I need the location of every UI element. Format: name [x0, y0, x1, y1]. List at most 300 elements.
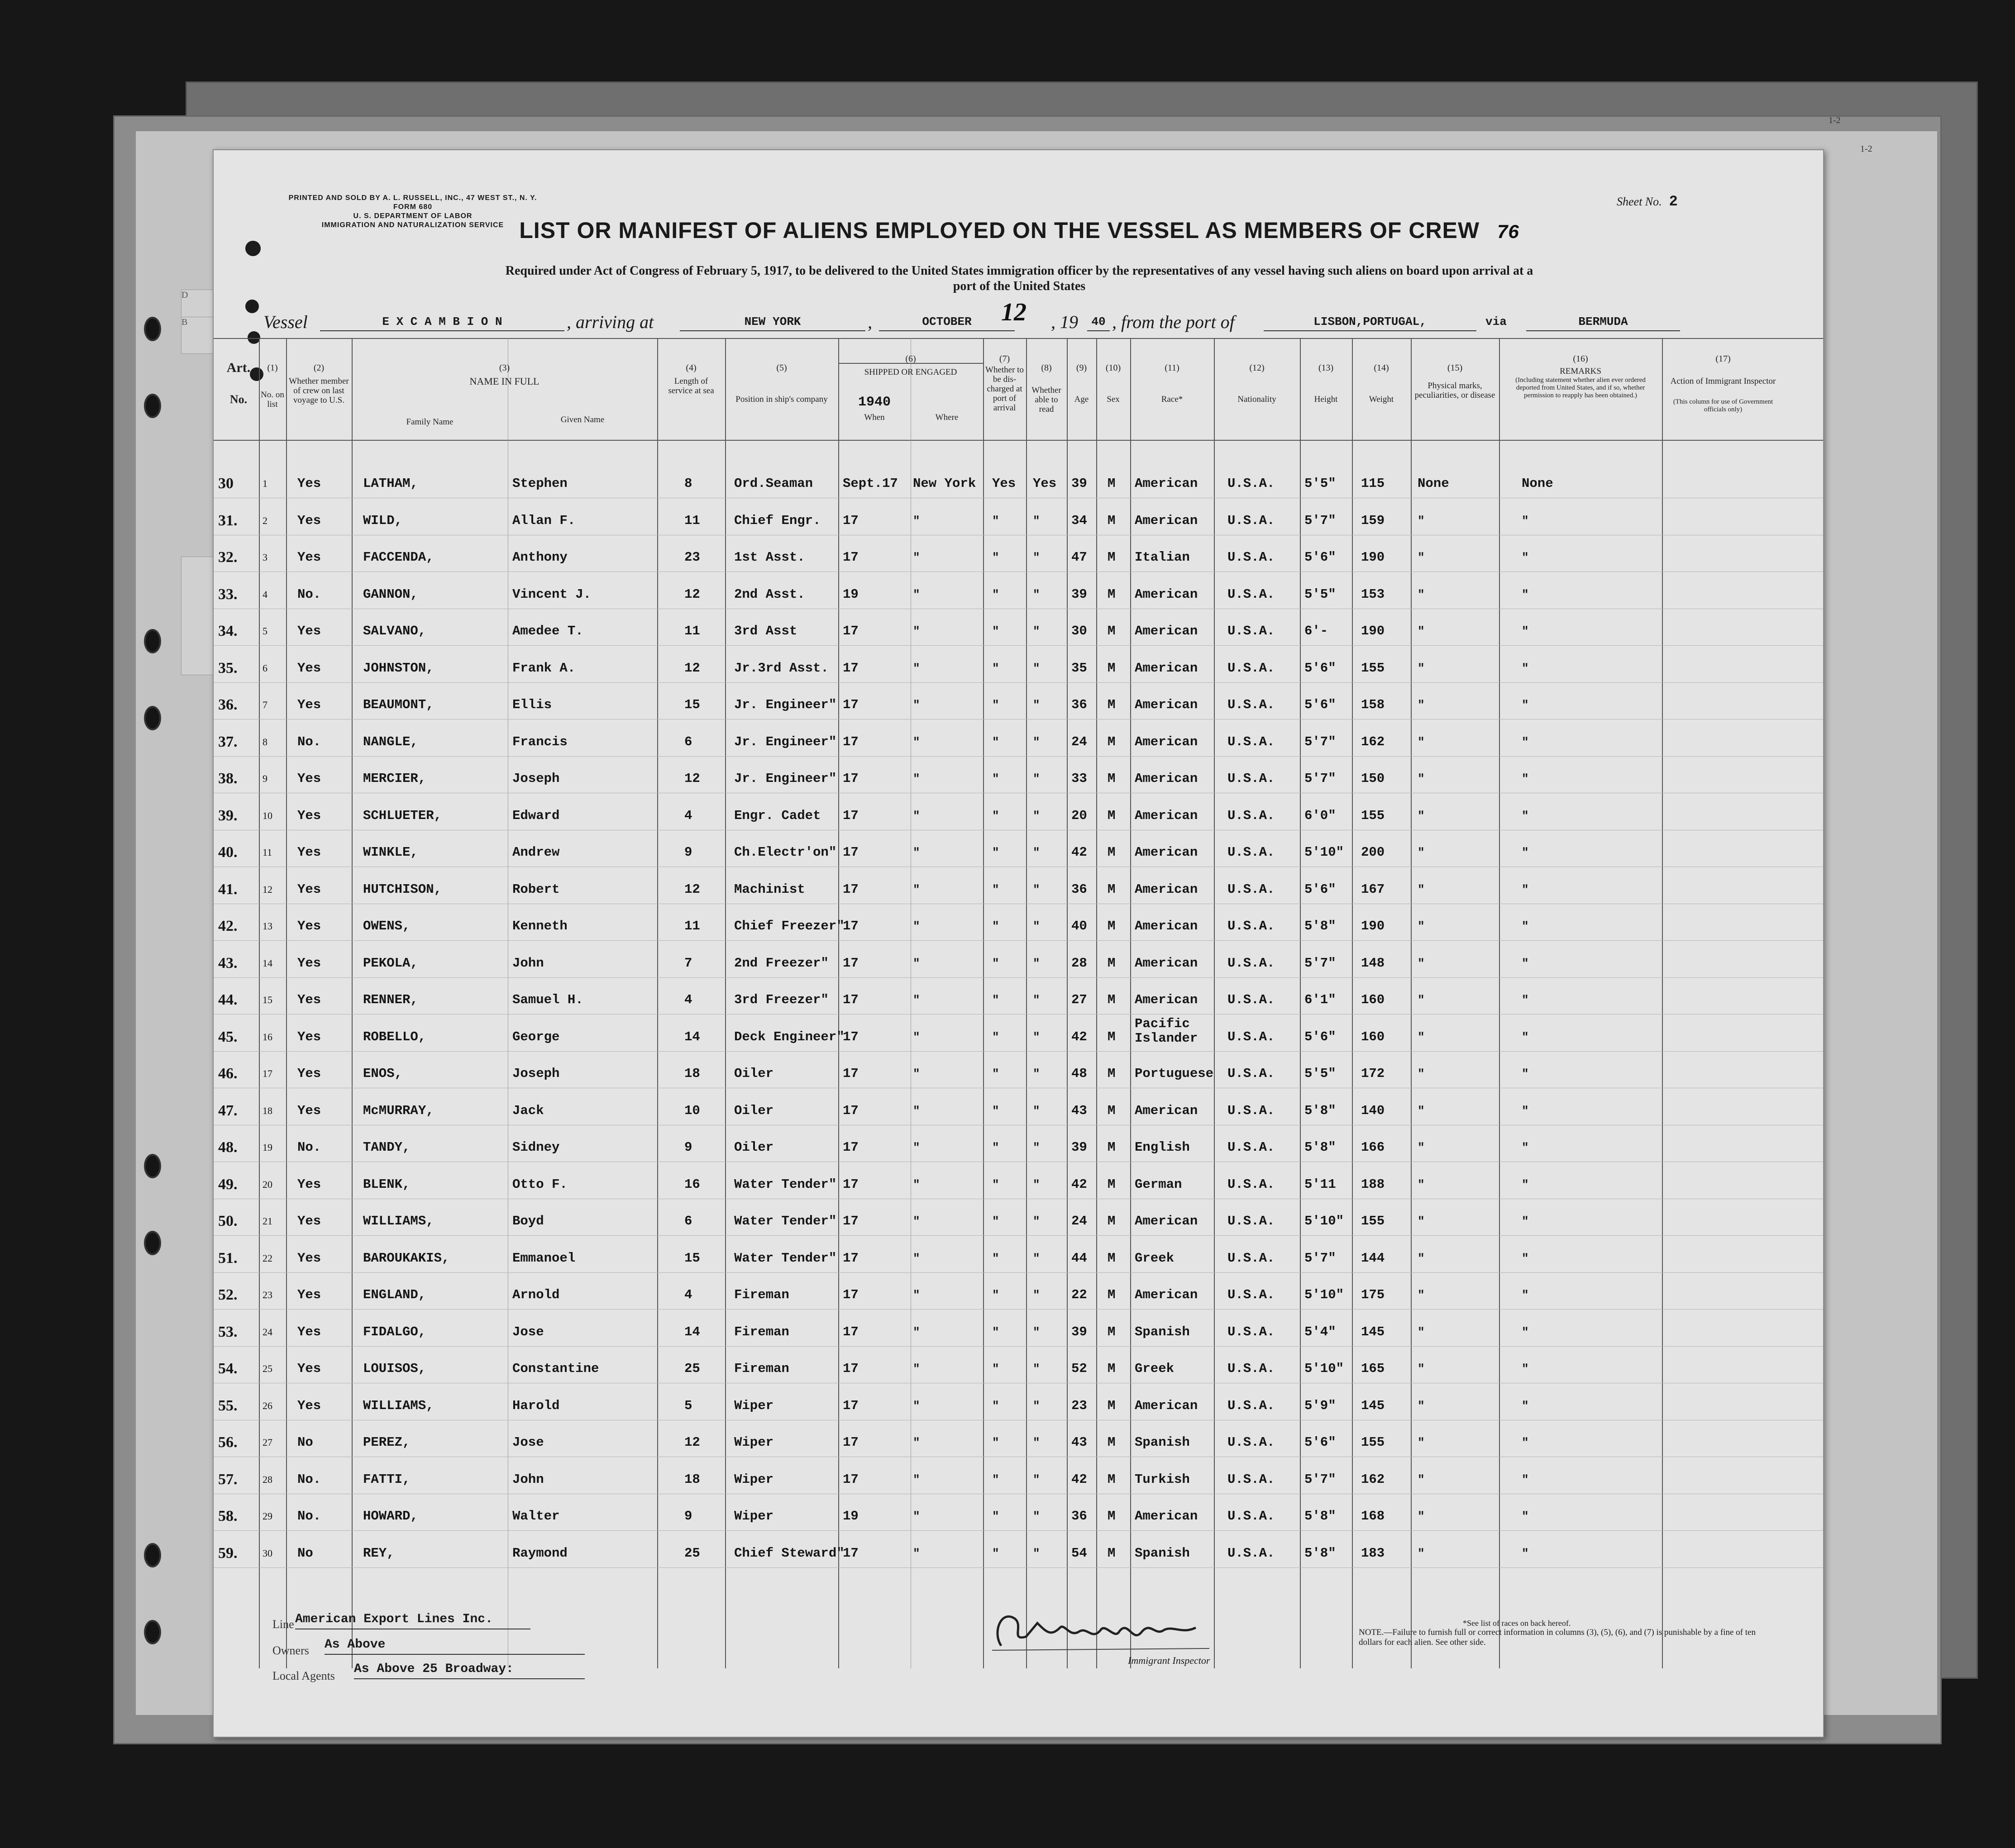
cell-nationality: U.S.A.	[1227, 1066, 1275, 1081]
cell-age: 28	[1071, 956, 1087, 971]
cell-remarks: "	[1522, 1141, 1529, 1154]
cell-remarks: "	[1522, 1510, 1529, 1523]
cell-shipped-when: 17	[843, 771, 859, 786]
col-header-last-voyage: Whether member of crew on last voyage to U.S.	[289, 376, 349, 405]
cell-age: 36	[1071, 1509, 1087, 1524]
cell-age: 30	[1071, 624, 1087, 638]
punch-hole	[144, 394, 161, 418]
cell-sex: M	[1108, 476, 1116, 491]
cell-family-name: GANNON,	[363, 587, 418, 602]
col-header-family-name: Family Name	[406, 417, 454, 427]
cell-given-name: Jose	[512, 1435, 544, 1450]
cell-race: American	[1135, 513, 1198, 528]
col-header-read: Whether able to read	[1031, 386, 1061, 414]
cell-nationality: U.S.A.	[1227, 734, 1275, 749]
cell-given-name: Vincent J.	[512, 587, 592, 602]
cell-height: 5'10"	[1304, 1361, 1344, 1376]
cell-length-service: 16	[684, 1177, 700, 1192]
cell-physical-marks: "	[1418, 1325, 1425, 1339]
cell-position: Machinist	[734, 882, 805, 897]
cell-list-number: 3	[263, 552, 267, 563]
cell-sex: M	[1108, 1177, 1116, 1192]
cell-given-name: Raymond	[512, 1546, 568, 1561]
cell-art-number: 57.	[218, 1471, 238, 1488]
cell-able-to-read: "	[1033, 772, 1040, 786]
cell-race: Turkish	[1135, 1472, 1190, 1487]
cell-race: American	[1135, 992, 1198, 1007]
cell-shipped-when: 17	[843, 808, 859, 823]
col-num-3: (3)	[499, 363, 510, 373]
cell-physical-marks: "	[1418, 883, 1425, 896]
col-header-position: Position in ship's company	[735, 395, 828, 404]
cell-family-name: RENNER,	[363, 992, 418, 1007]
cell-last-voyage: Yes	[297, 1066, 321, 1081]
row-rule	[214, 1051, 1824, 1052]
cell-family-name: ENGLAND,	[363, 1287, 426, 1302]
col-header-when: When	[864, 413, 885, 422]
cell-weight: 155	[1361, 1214, 1385, 1229]
col-num-13: (13)	[1318, 363, 1334, 373]
cell-physical-marks: "	[1418, 1067, 1425, 1081]
cell-given-name: Anthony	[512, 550, 568, 565]
cell-list-number: 29	[263, 1510, 272, 1522]
vessel-name: E X C A M B I O N	[320, 313, 564, 331]
cell-shipped-where: "	[913, 662, 920, 675]
cell-remarks: "	[1522, 1252, 1529, 1265]
col-header-name: NAME IN FULL	[469, 376, 540, 387]
cell-able-to-read: "	[1033, 993, 1040, 1007]
cell-art-number: 42.	[218, 918, 238, 934]
cell-height: 5'9"	[1304, 1398, 1336, 1413]
cell-art-number: 39.	[218, 807, 238, 824]
cell-last-voyage: Yes	[297, 697, 321, 712]
cell-race: Italian	[1135, 550, 1190, 565]
cell-weight: 115	[1361, 476, 1385, 491]
cell-age: 44	[1071, 1251, 1087, 1266]
cell-sex: M	[1108, 587, 1116, 602]
cell-shipped-where: "	[913, 1030, 920, 1044]
cell-physical-marks: "	[1418, 698, 1425, 712]
cell-remarks: "	[1522, 1067, 1529, 1081]
cell-race: American	[1135, 956, 1198, 971]
cell-shipped-where: "	[913, 1178, 920, 1191]
col-divider	[983, 338, 984, 1668]
cell-art-number: 33.	[218, 586, 238, 603]
col-divider	[1214, 338, 1215, 1668]
col-header-discharged: Whether to be dis-charged at port of arrival	[985, 365, 1024, 413]
arrival-day: 12	[1001, 298, 1027, 326]
cell-art-number: 38.	[218, 770, 238, 787]
cell-weight: 159	[1361, 513, 1385, 528]
cell-last-voyage: Yes	[297, 771, 321, 786]
cell-nationality: U.S.A.	[1227, 1472, 1275, 1487]
col-num-11: (11)	[1165, 363, 1179, 373]
cell-discharged: "	[992, 735, 999, 749]
from-label: , from the port of	[1112, 312, 1235, 332]
col-divider	[838, 338, 839, 1668]
cell-last-voyage: Yes	[297, 1103, 321, 1118]
cell-sex: M	[1108, 1324, 1116, 1339]
owners-label: Owners	[272, 1644, 309, 1657]
cell-list-number: 16	[263, 1031, 272, 1043]
cell-position: 1st Asst.	[734, 550, 805, 565]
cell-age: 42	[1071, 845, 1087, 860]
printer-line: PRINTED AND SOLD BY A. L. RUSSELL, INC., 47 WEST ST., N. Y.	[288, 194, 537, 202]
page-subtitle	[304, 263, 1734, 294]
cell-art-number: 31.	[218, 512, 238, 529]
cell-list-number: 27	[263, 1437, 272, 1448]
cell-length-service: 6	[684, 1214, 692, 1229]
row-rule	[214, 1272, 1824, 1273]
cell-able-to-read: "	[1033, 1325, 1040, 1339]
cell-length-service: 11	[684, 919, 700, 934]
cell-given-name: Otto F.	[512, 1177, 568, 1192]
cell-race: American	[1135, 1214, 1198, 1229]
cell-length-service: 5	[684, 1398, 692, 1413]
cell-able-to-read: "	[1033, 514, 1040, 528]
cell-nationality: U.S.A.	[1227, 513, 1275, 528]
cell-height: 5'10"	[1304, 1287, 1344, 1302]
col-header-shipped: SHIPPED OR ENGAGED	[864, 367, 957, 377]
cell-list-number: 26	[263, 1400, 272, 1411]
cell-position: Jr. Engineer"	[734, 734, 837, 749]
cell-sex: M	[1108, 1361, 1116, 1376]
cell-age: 54	[1071, 1546, 1087, 1561]
cell-shipped-when: 17	[843, 1435, 859, 1450]
cell-shipped-where: "	[913, 846, 920, 859]
cell-family-name: WILD,	[363, 513, 403, 528]
cell-able-to-read: "	[1033, 698, 1040, 712]
cell-height: 5'7"	[1304, 1251, 1336, 1266]
cell-weight: 144	[1361, 1251, 1385, 1266]
col-num-15: (15)	[1447, 363, 1463, 373]
cell-age: 42	[1071, 1029, 1087, 1044]
cell-given-name: Jack	[512, 1103, 544, 1118]
cell-age: 39	[1071, 1140, 1087, 1155]
cell-physical-marks: "	[1418, 1510, 1425, 1523]
inspector-signature	[983, 1605, 1218, 1655]
cell-family-name: WINKLE,	[363, 845, 418, 860]
cell-remarks: "	[1522, 1436, 1529, 1449]
cell-weight: 140	[1361, 1103, 1385, 1118]
cell-shipped-when: 17	[843, 1361, 859, 1376]
cell-list-number: 22	[263, 1253, 272, 1264]
cell-physical-marks: "	[1418, 588, 1425, 601]
cell-height: 5'7"	[1304, 1472, 1336, 1487]
cell-family-name: FIDALGO,	[363, 1324, 426, 1339]
col-header-remarks-note: (Including statement whether alien ever ordered deported from United States, and if so, whether permission to reapply has been obtained.)	[1515, 376, 1646, 399]
cell-weight: 190	[1361, 624, 1385, 638]
cell-list-number: 12	[263, 884, 272, 895]
cell-race: Greek	[1135, 1251, 1175, 1266]
col-header-where: Where	[935, 413, 959, 422]
cell-given-name: Sidney	[512, 1140, 560, 1155]
cell-able-to-read: "	[1033, 1436, 1040, 1449]
cell-discharged: "	[992, 698, 999, 712]
col-header-art: Art.	[226, 360, 251, 375]
cell-length-service: 15	[684, 1251, 700, 1266]
cell-shipped-where: "	[913, 1325, 920, 1339]
arrival-port: NEW YORK	[680, 313, 865, 331]
cell-shipped-where: "	[913, 1362, 920, 1376]
cell-family-name: MERCIER,	[363, 771, 426, 786]
cell-nationality: U.S.A.	[1227, 808, 1275, 823]
races-note: *See list of races on back hereof.	[1463, 1619, 1571, 1628]
cell-position: Wiper	[734, 1509, 774, 1524]
cell-last-voyage: Yes	[297, 919, 321, 934]
cell-race: Spanish	[1135, 1324, 1190, 1339]
via-label: via	[1485, 315, 1507, 329]
cell-height: 5'8"	[1304, 1103, 1336, 1118]
cell-discharged: "	[992, 1215, 999, 1228]
agents-value: As Above 25 Broadway:	[354, 1662, 585, 1679]
cell-physical-marks: "	[1418, 1436, 1425, 1449]
cell-weight: 183	[1361, 1546, 1385, 1561]
cell-given-name: Walter	[512, 1509, 560, 1524]
cell-physical-marks: "	[1418, 1141, 1425, 1154]
cell-remarks: "	[1522, 1547, 1529, 1560]
cell-art-number: 52.	[218, 1286, 238, 1303]
cell-shipped-when: 17	[843, 1177, 859, 1192]
cell-discharged: "	[992, 919, 999, 933]
cell-weight: 190	[1361, 919, 1385, 934]
cell-remarks: "	[1522, 624, 1529, 638]
cell-position: Jr. Engineer"	[734, 771, 837, 786]
cell-race: American	[1135, 587, 1198, 602]
cell-sex: M	[1108, 1435, 1116, 1450]
cell-able-to-read: "	[1033, 735, 1040, 749]
cell-length-service: 9	[684, 845, 692, 860]
col-header-given-name: Given Name	[560, 415, 605, 424]
cell-sex: M	[1108, 1214, 1116, 1229]
cell-height: 5'6"	[1304, 1029, 1336, 1044]
cell-race: Spanish	[1135, 1546, 1190, 1561]
cell-race: American	[1135, 1509, 1198, 1524]
cell-shipped-when: 17	[843, 1398, 859, 1413]
cell-length-service: 18	[684, 1472, 700, 1487]
cell-able-to-read: "	[1033, 1067, 1040, 1081]
cell-family-name: TANDY,	[363, 1140, 411, 1155]
cell-remarks: "	[1522, 1325, 1529, 1339]
cell-height: 6'0"	[1304, 808, 1336, 823]
cell-physical-marks: "	[1418, 1215, 1425, 1228]
cell-discharged: "	[992, 957, 999, 970]
cell-nationality: U.S.A.	[1227, 1103, 1275, 1118]
cell-physical-marks: "	[1418, 514, 1425, 528]
vessel-line: Vessel E X C A M B I O N , arriving at NEW YORK , OCTOBER 12 , 19 40 , from the port of LISBON,PORTUGAL, via BERMUDA	[263, 311, 1802, 334]
cell-height: 5'6"	[1304, 661, 1336, 676]
cell-height: 5'5"	[1304, 476, 1336, 491]
cell-length-service: 12	[684, 587, 700, 602]
cell-shipped-where: "	[913, 735, 920, 749]
cell-shipped-when: 17	[843, 1103, 859, 1118]
stub-letter: B	[181, 317, 214, 354]
col-num-17: (17)	[1715, 354, 1731, 364]
cell-age: 42	[1071, 1177, 1087, 1192]
cell-physical-marks: None	[1418, 476, 1449, 491]
row-rule	[214, 645, 1824, 646]
owners-value: As Above	[325, 1638, 585, 1655]
cell-height: 5'8"	[1304, 1546, 1336, 1561]
cell-discharged: "	[992, 1030, 999, 1044]
cell-given-name: Emmanoel	[512, 1251, 576, 1266]
cell-physical-marks: "	[1418, 735, 1425, 749]
cell-given-name: John	[512, 1472, 544, 1487]
cell-list-number: 18	[263, 1105, 272, 1116]
cell-position: Deck Engineer"	[734, 1029, 845, 1044]
cell-remarks: "	[1522, 1288, 1529, 1302]
cell-remarks: "	[1522, 772, 1529, 786]
cell-weight: 162	[1361, 1472, 1385, 1487]
cell-physical-marks: "	[1418, 993, 1425, 1007]
cell-physical-marks: "	[1418, 1288, 1425, 1302]
cell-able-to-read: Yes	[1033, 476, 1057, 491]
cell-given-name: Stephen	[512, 476, 568, 491]
cell-race: American	[1135, 661, 1198, 676]
cell-weight: 162	[1361, 734, 1385, 749]
col-divider	[1300, 338, 1301, 1668]
cell-family-name: FATTI,	[363, 1472, 411, 1487]
cell-height: 5'7"	[1304, 513, 1336, 528]
cell-shipped-when: 19	[843, 1509, 859, 1524]
cell-given-name: Joseph	[512, 1066, 560, 1081]
cell-given-name: Amedee T.	[512, 624, 583, 638]
cell-discharged: "	[992, 809, 999, 823]
cell-physical-marks: "	[1418, 1178, 1425, 1191]
cell-race: American	[1135, 882, 1198, 897]
cell-sex: M	[1108, 1251, 1116, 1266]
cell-shipped-when: 17	[843, 956, 859, 971]
arriving-label: , arriving at	[567, 312, 654, 332]
cell-discharged: "	[992, 1141, 999, 1154]
cell-shipped-where: "	[913, 957, 920, 970]
col-divider	[1352, 338, 1353, 1668]
side-note-2: 1-2	[1860, 144, 1872, 154]
row-rule	[214, 682, 1824, 683]
cell-shipped-where: "	[913, 809, 920, 823]
cell-weight: 160	[1361, 992, 1385, 1007]
cell-art-number: 58.	[218, 1508, 238, 1524]
cell-weight: 200	[1361, 845, 1385, 860]
cell-shipped-when: 17	[843, 1546, 859, 1561]
cell-able-to-read: "	[1033, 1030, 1040, 1044]
cell-last-voyage: Yes	[297, 1398, 321, 1413]
cell-height: 5'8"	[1304, 1140, 1336, 1155]
cell-able-to-read: "	[1033, 1288, 1040, 1302]
cell-length-service: 14	[684, 1029, 700, 1044]
cell-last-voyage: Yes	[297, 1177, 321, 1192]
cell-last-voyage: Yes	[297, 845, 321, 860]
cell-position: Ch.Electr'on"	[734, 845, 837, 860]
col-divider	[1662, 338, 1663, 1668]
cell-family-name: ENOS,	[363, 1066, 403, 1081]
cell-sex: M	[1108, 919, 1116, 934]
cell-physical-marks: "	[1418, 846, 1425, 859]
cell-shipped-where: "	[913, 1399, 920, 1413]
cell-discharged: "	[992, 1252, 999, 1265]
cell-race: American	[1135, 734, 1198, 749]
cell-position: Fireman	[734, 1324, 789, 1339]
col-num-6: (6)	[905, 354, 916, 364]
cell-weight: 172	[1361, 1066, 1385, 1081]
cell-position: Fireman	[734, 1361, 789, 1376]
cell-remarks: "	[1522, 735, 1529, 749]
cell-art-number: 37.	[218, 733, 238, 750]
cell-height: 5'7"	[1304, 734, 1336, 749]
cell-weight: 175	[1361, 1287, 1385, 1302]
cell-race: American	[1135, 476, 1198, 491]
cell-shipped-where: "	[913, 698, 920, 712]
page-title-text: LIST OR MANIFEST OF ALIENS EMPLOYED ON THE VESSEL AS MEMBERS OF CREW	[519, 218, 1480, 243]
cell-list-number: 5	[263, 625, 267, 637]
col-header-race: Race*	[1161, 395, 1183, 404]
cell-discharged: "	[992, 772, 999, 786]
cell-position: Oiler	[734, 1066, 774, 1081]
cell-list-number: 10	[263, 810, 272, 821]
cell-shipped-where: "	[913, 1141, 920, 1154]
cell-weight: 188	[1361, 1177, 1385, 1192]
cell-length-service: 4	[684, 992, 692, 1007]
cell-art-number: 43.	[218, 955, 238, 972]
cell-shipped-where: "	[913, 1510, 920, 1523]
cell-sex: M	[1108, 808, 1116, 823]
cell-discharged: "	[992, 1399, 999, 1413]
cell-family-name: LATHAM,	[363, 476, 418, 491]
arrival-year: 40	[1087, 313, 1110, 331]
cell-remarks: "	[1522, 1399, 1529, 1413]
cell-nationality: U.S.A.	[1227, 1029, 1275, 1044]
manifest-page	[213, 149, 1824, 1738]
cell-length-service: 12	[684, 771, 700, 786]
cell-family-name: LOUISOS,	[363, 1361, 426, 1376]
cell-nationality: U.S.A.	[1227, 1361, 1275, 1376]
cell-family-name: SALVANO,	[363, 624, 426, 638]
punch-hole	[144, 1231, 161, 1255]
cell-length-service: 6	[684, 734, 692, 749]
cell-able-to-read: "	[1033, 846, 1040, 859]
cell-shipped-where: "	[913, 1436, 920, 1449]
cell-shipped-when: 17	[843, 1251, 859, 1266]
cell-last-voyage: Yes	[297, 661, 321, 676]
arrival-month: OCTOBER	[879, 313, 1015, 331]
col-divider	[1411, 338, 1412, 1668]
cell-nationality: U.S.A.	[1227, 1251, 1275, 1266]
cell-list-number: 2	[263, 515, 267, 526]
cell-given-name: John	[512, 956, 544, 971]
cell-discharged: "	[992, 514, 999, 528]
cell-shipped-when: 17	[843, 882, 859, 897]
cell-position: Wiper	[734, 1435, 774, 1450]
col-divider	[286, 338, 287, 1668]
cell-shipped-when: 17	[843, 1140, 859, 1155]
cell-family-name: PEKOLA,	[363, 956, 418, 971]
cell-length-service: 15	[684, 697, 700, 712]
cell-shipped-when: 17	[843, 919, 859, 934]
punch-hole	[144, 1620, 161, 1644]
cell-length-service: 12	[684, 661, 700, 676]
inspector-label: Immigrant Inspector	[1128, 1655, 1210, 1666]
cell-race: American	[1135, 808, 1198, 823]
cell-shipped-when: 17	[843, 1287, 859, 1302]
cell-shipped-where: "	[913, 1067, 920, 1081]
cell-sex: M	[1108, 1546, 1116, 1561]
cell-sex: M	[1108, 734, 1116, 749]
cell-race: Greek	[1135, 1361, 1175, 1376]
cell-shipped-when: 17	[843, 1324, 859, 1339]
cell-last-voyage: Yes	[297, 808, 321, 823]
cell-art-number: 34.	[218, 623, 238, 639]
cell-discharged: "	[992, 1510, 999, 1523]
